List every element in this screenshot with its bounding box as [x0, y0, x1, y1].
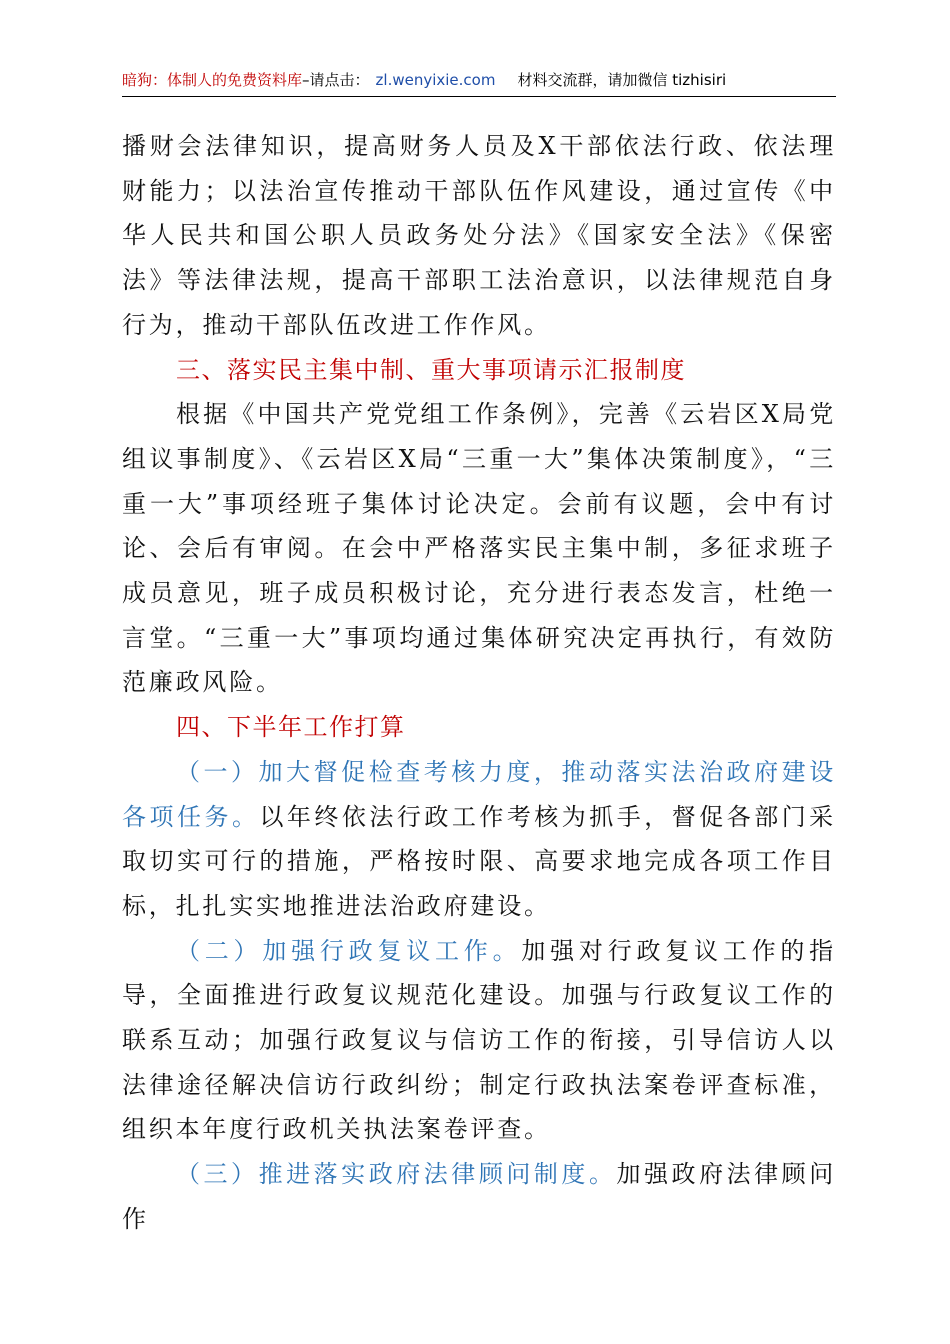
header-group-text: 材料交流群，请加微信 tizhisiri: [517, 71, 727, 89]
work-item-3-title: （三）推进落实政府法律顾问制度。: [176, 1160, 617, 1189]
paragraph-legal-publicity: 播财会法律知识，提高财务人员及X干部依法行政、依法理财能力；以法治宣传推动干部队伍作风建设，通过宣传《中华人民共和国公职人员政务处分法》《国家安全法》《保密法》等法律法规，提高干部职工法治意识，以法律规范自身行为，推动干部队伍改进工作作风。: [122, 132, 836, 339]
work-item-2-title: （二）加强行政复议工作。: [176, 936, 522, 965]
work-item-3-body: 加强政府法律顾问作: [122, 1160, 836, 1233]
section-heading-4: 四、下半年工作打算: [176, 713, 406, 742]
work-item-2-body: 加强对行政复议工作的指导，全面推进行政复议规范化建设。加强与行政复议工作的联系互动；加强行政复议与信访工作的衔接，引导信访人以法律途径解决信访行政纠纷；制定行政执法案卷评查标准，组织本年度行政机关执法案卷评查。: [122, 936, 836, 1144]
section-heading-3: 三、落实民主集中制、重大事项请示汇报制度: [176, 355, 686, 384]
document-body: [122, 124, 836, 1242]
work-item-1-title: （一）加大督促检查考核力度，推动落实法治政府建设各项任务。: [122, 757, 836, 831]
header-site-name: 暗狗：体制人的免费资料库: [122, 71, 303, 89]
header-url-link[interactable]: zl.wenyixie.com: [375, 71, 496, 89]
header-click-label: –请点击：: [302, 71, 370, 89]
work-item-2: [122, 929, 836, 1153]
work-item-1: [122, 750, 836, 929]
page-header: [122, 66, 836, 97]
work-item-1-body: 以年终依法行政工作考核为抓手，督促各部门采取切实可行的措施，严格按时限、高要求地完成各项工作目标，扎扎实实地推进法治政府建设。: [122, 802, 836, 920]
work-item-3: [122, 1152, 836, 1241]
paragraph-democratic-centralism: 根据《中国共产党党组工作条例》，完善《云岩区X局党组议事制度》、《云岩区X局“三重一大”集体决策制度》，“三重一大”事项经班子集体讨论决定。会前有议题，会中有讨论、会后有审阅。在会中严格落实民主集中制，多征求班子成员意见，班子成员积极讨论，充分进行表态发言，杜绝一言堂。“三重一大”事项均通过集体研究决定再执行，有效防范廉政风险。: [122, 400, 836, 697]
